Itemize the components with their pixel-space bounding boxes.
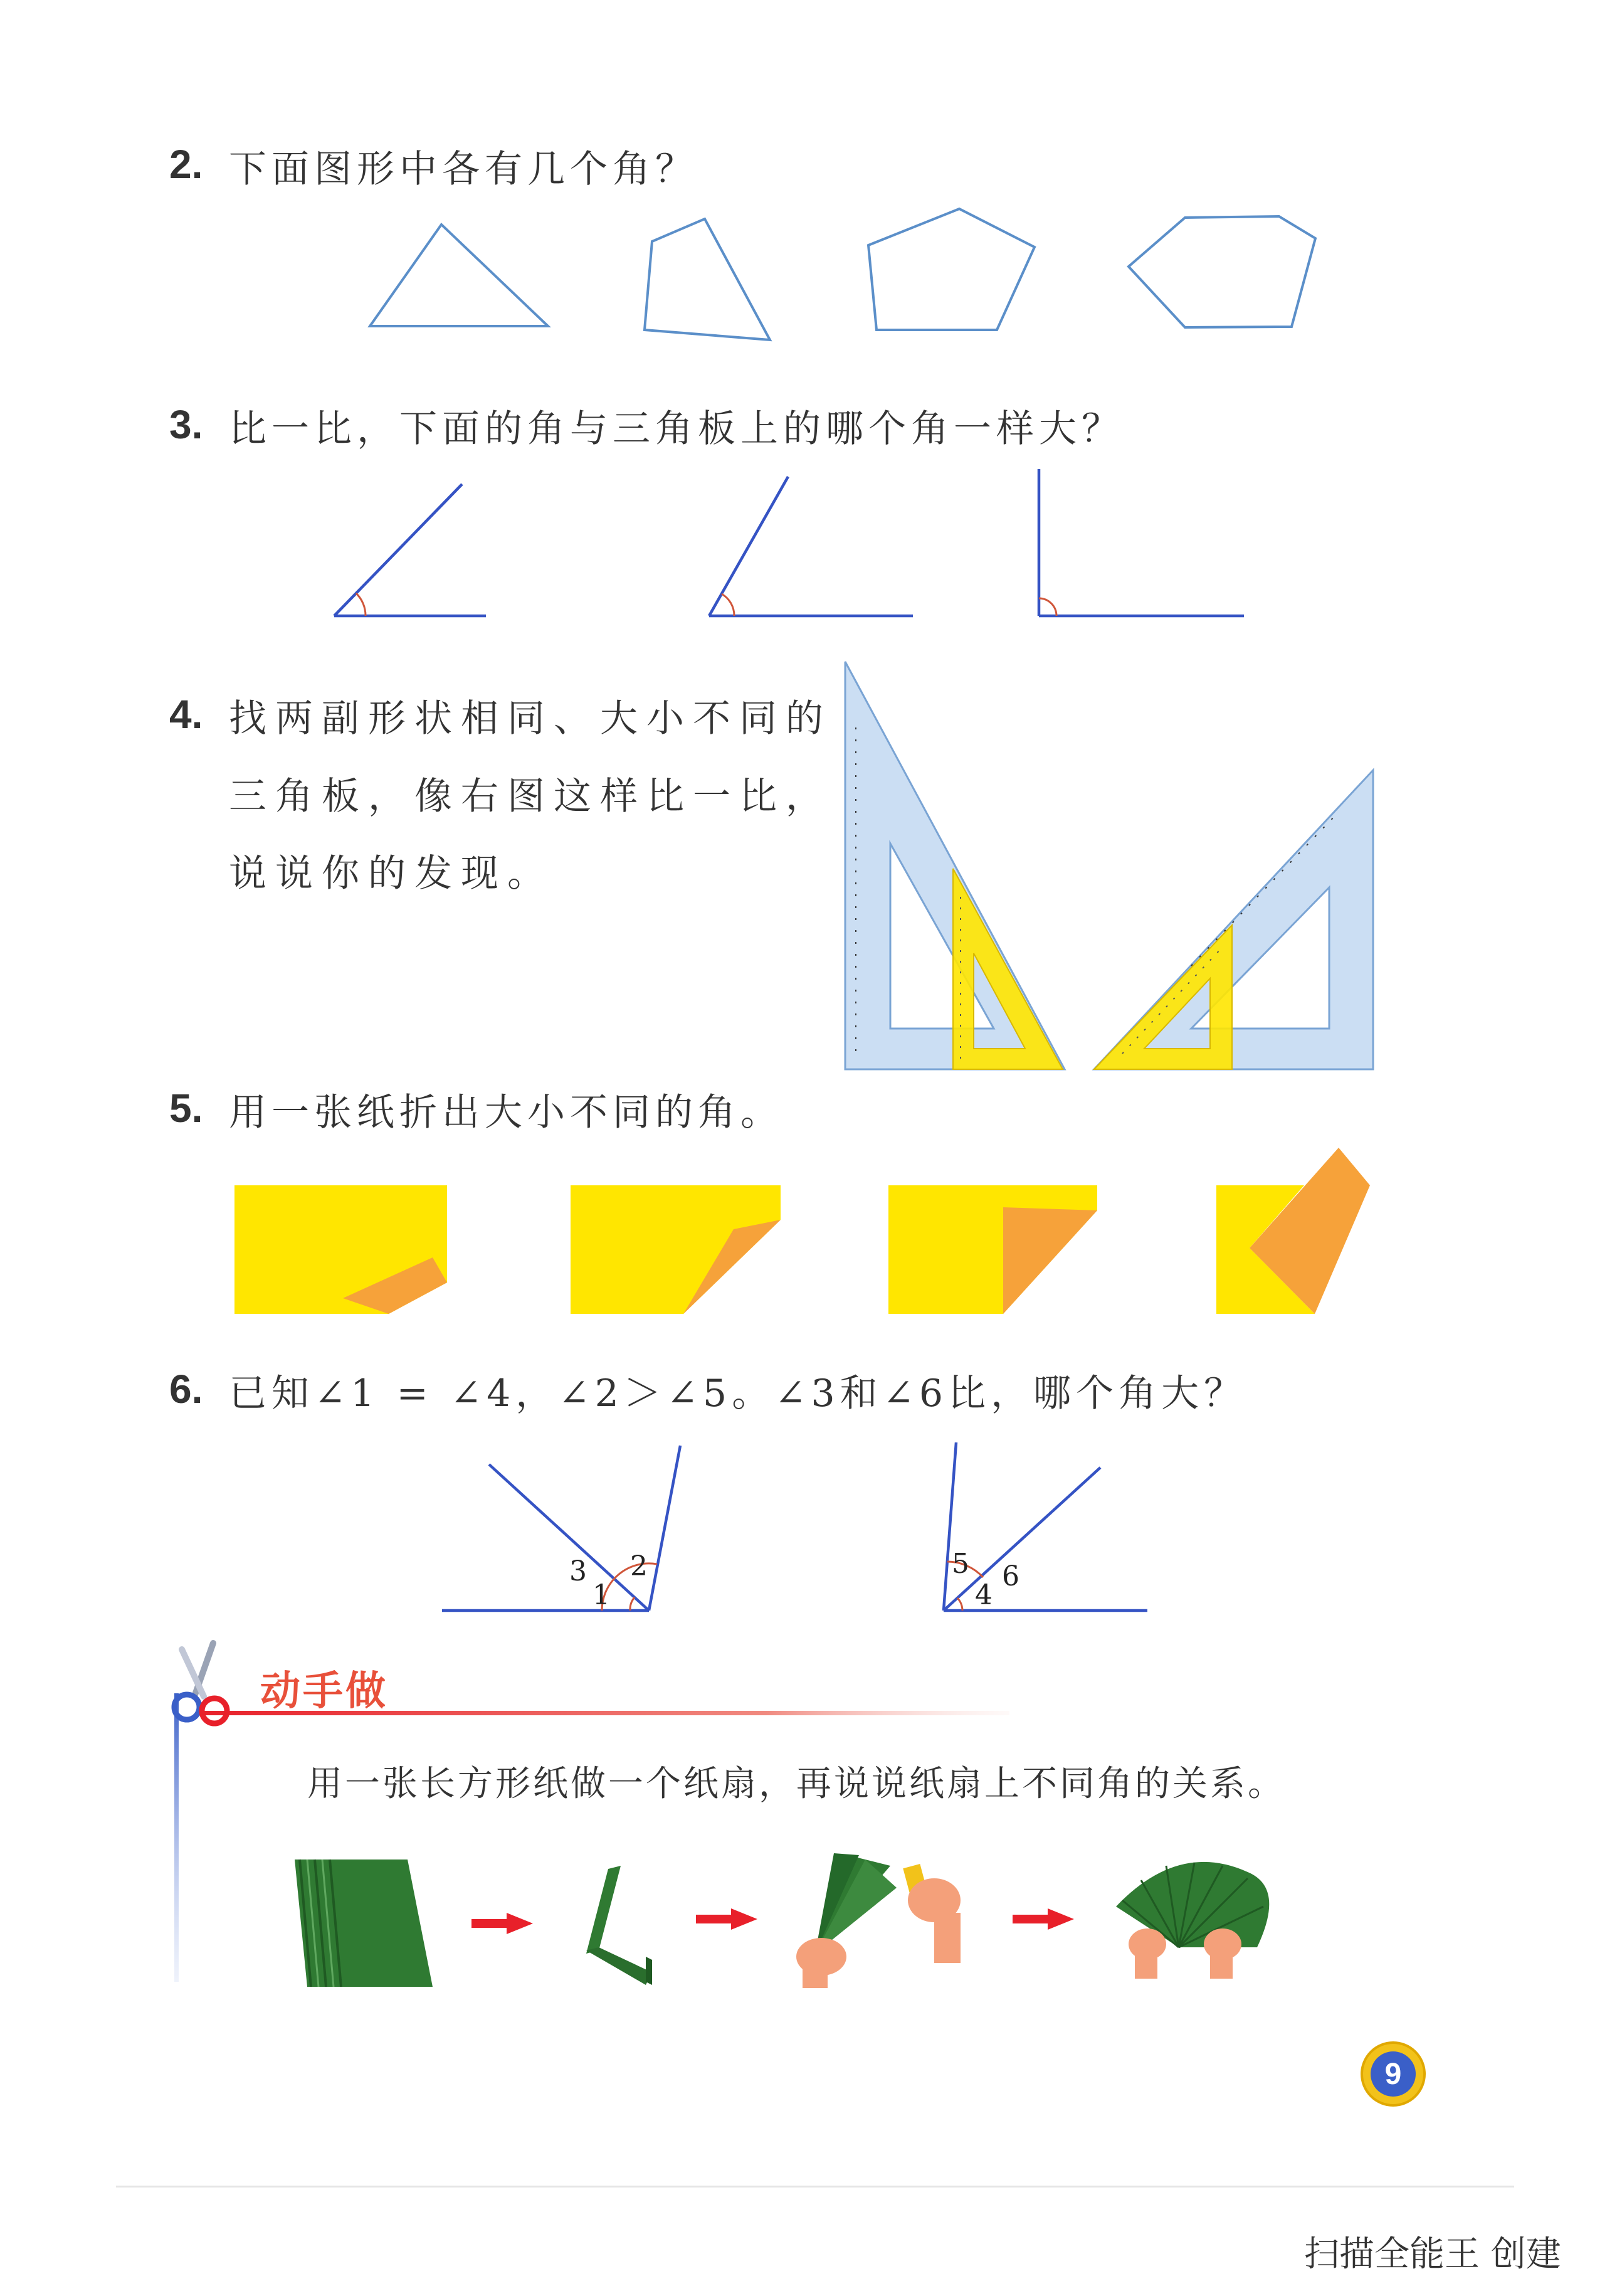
- page-number: 9: [1371, 2051, 1416, 2097]
- scanner-watermark: 扫描全能王 创建: [1304, 2234, 1561, 2275]
- angle-label-1: 1: [592, 1579, 610, 1611]
- question-3-number: 3.: [169, 402, 203, 447]
- question-6-number: 6.: [169, 1367, 203, 1412]
- page-number-badge: [1361, 2041, 1426, 2107]
- question-5-text: 用一张纸折出大小不同的角。: [229, 1091, 783, 1135]
- question-2-number: 2.: [169, 142, 203, 187]
- arrow-right-icon: [696, 1908, 757, 1930]
- question-5-number: 5.: [169, 1086, 203, 1131]
- question-4-line-2: 三角板，像右图这样比一比，: [229, 775, 832, 818]
- activity-text: 用一张长方形纸做一个纸扇，再说说纸扇上不同角的关系。: [307, 1764, 1285, 1804]
- arrow-right-icon: [471, 1913, 533, 1934]
- angle-label-6: 6: [1002, 1560, 1019, 1592]
- open-fan-step: [1116, 1862, 1269, 1979]
- pleated-paper-step: [295, 1860, 433, 1987]
- hands-tying-fan-step: [796, 1853, 961, 1988]
- angle-label-5: 5: [952, 1548, 969, 1580]
- angle-label-3: 3: [569, 1555, 587, 1587]
- question-2-text: 下面图形中各有几个角？: [229, 147, 698, 191]
- folded-strip-step: [586, 1866, 652, 1985]
- question-4-number: 4.: [169, 692, 203, 737]
- arrow-right-icon: [1013, 1908, 1074, 1930]
- page-bottom-divider: [116, 2186, 1514, 2188]
- angle-label-2: 2: [630, 1550, 648, 1582]
- question-4-line-3: 说说你的发现。: [229, 852, 554, 896]
- angle-label-4: 4: [975, 1579, 993, 1611]
- question-6-text: 已知∠1 = ∠4，∠2＞∠5。∠3和∠6比，哪个角大？: [229, 1372, 1247, 1415]
- activity-title: 动手做: [260, 1668, 388, 1715]
- question-3-text: 比一比，下面的角与三角板上的哪个角一样大？: [229, 407, 1124, 451]
- question-4-line-1: 找两副形状相同、大小不同的: [229, 697, 832, 741]
